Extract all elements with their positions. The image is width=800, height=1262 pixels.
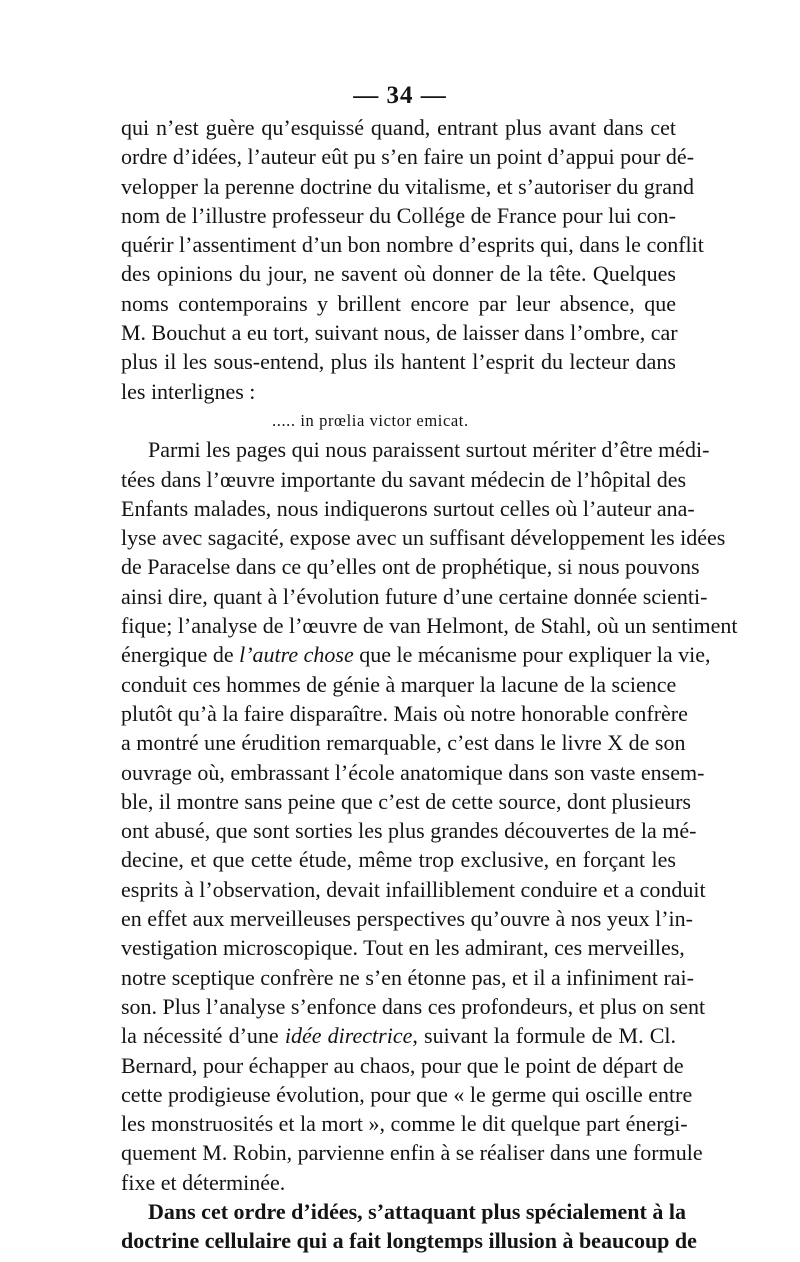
text-line — [121, 963, 694, 992]
text-line — [121, 1051, 684, 1080]
text-segment: a montré une érudition remarquable, c’est dans le livre X de son — [121, 730, 686, 756]
text-line — [121, 465, 687, 494]
text-line — [121, 1226, 697, 1255]
text-segment: vestigation microscopique. Tout en les admirant, ces merveilles, — [121, 935, 685, 961]
text-line — [121, 318, 676, 347]
text-line — [121, 289, 676, 318]
text-line — [121, 259, 676, 288]
text-line — [121, 494, 695, 523]
text-segment: nom de l’illustre professeur du Collége de France pour lui con- — [121, 202, 676, 228]
text-segment: plutôt qu’à la faire disparaître. Mais où notre honorable confrère — [121, 700, 688, 726]
text-line — [121, 640, 711, 669]
text-line — [121, 435, 710, 464]
text-segment: Bernard, pour échapper au chaos, pour que le point de départ de — [121, 1052, 684, 1078]
text-segment: lyse avec sagacité, expose avec un suffisant développement les idées — [121, 525, 726, 551]
text-segment: ble, il montre sans peine que c’est de cette source, dont plusieurs — [121, 788, 691, 814]
text-segment: esprits à l’observation, devait infailliblement conduire et a conduit — [121, 876, 706, 902]
text-line — [121, 845, 676, 874]
text-segment: ainsi dire, quant à l’évolution future d’une certaine donnée scienti- — [121, 583, 708, 609]
text-segment: doctrine cellulaire qui a fait longtemps illusion à beaucoup de — [121, 1228, 697, 1254]
text-segment: Dans cet ordre d’idées, s’attaquant plus spécialement à la — [148, 1198, 686, 1224]
text-line — [121, 933, 685, 962]
text-segment: fique; l’analyse de l’œuvre de van Helmont, de Stahl, où un sentiment — [121, 613, 738, 639]
emphasis-text: idée directrice — [284, 1023, 413, 1049]
text-segment: ouvrage où, embrassant l’école anatomique dans son vaste ensem- — [121, 759, 705, 785]
emphasis-text: l’autre chose — [239, 642, 354, 668]
body-text — [121, 113, 738, 1256]
text-segment: Parmi les pages qui nous paraissent surtout mériter d’être médi- — [148, 437, 710, 463]
text-line — [121, 1168, 676, 1197]
text-line — [121, 1080, 693, 1109]
text-segment: ordre d’idées, l’auteur eût pu s’en faire un point d’appui pour dé- — [121, 144, 695, 170]
text-line — [121, 142, 695, 171]
text-line — [121, 1138, 703, 1167]
text-line — [121, 670, 676, 699]
text-line — [121, 816, 697, 845]
text-line — [121, 699, 688, 728]
text-segment: ..... in prœlia victor emicat. — [272, 410, 469, 430]
text-line — [121, 172, 695, 201]
text-segment: notre sceptique confrère ne s’en étonne pas, et il a infiniment rai- — [121, 964, 694, 990]
text-line — [121, 377, 676, 406]
text-line — [121, 787, 691, 816]
text-segment: Enfants malades, nous indiquerons surtout celles où l’auteur ana- — [121, 495, 695, 521]
text-segment: en effet aux merveilleuses perspectives qu’ouvre à nos yeux l’in- — [121, 906, 693, 932]
text-line — [121, 523, 726, 552]
quotation-line — [121, 406, 676, 435]
text-segment: qui n’est guère qu’esquissé quand, entrant plus avant dans cet — [121, 115, 676, 140]
text-line — [121, 728, 686, 757]
text-line — [121, 1021, 676, 1050]
text-segment: fixe et déterminée. — [121, 1169, 286, 1195]
text-segment: velopper la perenne doctrine du vitalisme, et s’autoriser du grand — [121, 173, 695, 199]
text-segment: , suivant la formule de M. Cl. — [412, 1023, 677, 1049]
text-segment: les monstruosités et la mort », comme le dit quelque part énergi- — [121, 1111, 688, 1137]
text-segment: noms contemporains y brillent encore par leur absence, que — [121, 290, 676, 316]
text-segment: plus il les sous-entend, plus ils hantent l’esprit du lecteur dans — [121, 349, 676, 375]
text-segment: M. Bouchut a eu tort, suivant nous, de laisser dans l’ombre, car — [121, 320, 678, 346]
text-segment: son. Plus l’analyse s’enfonce dans ces profondeurs, et plus on sent — [121, 993, 706, 1019]
text-line — [121, 992, 706, 1021]
text-line — [121, 552, 700, 581]
text-segment: ont abusé, que sont sorties les plus grandes découvertes de la mé- — [121, 818, 697, 844]
text-segment: quement M. Robin, parvienne enfin à se réaliser dans une formule — [121, 1140, 703, 1166]
text-segment: les interlignes : — [121, 378, 256, 404]
text-line — [121, 758, 705, 787]
page-number: — 34 — — [353, 82, 447, 109]
text-line — [121, 1109, 688, 1138]
text-segment: la nécessité d’une — [121, 1023, 285, 1049]
text-line — [121, 582, 708, 611]
text-line — [121, 611, 738, 640]
text-line — [121, 347, 676, 376]
text-line — [121, 875, 706, 904]
text-segment: énergique de — [121, 642, 240, 668]
text-segment: cette prodigieuse évolution, pour que « le germe qui oscille entre — [121, 1081, 693, 1107]
text-line — [121, 113, 676, 142]
text-line — [121, 230, 704, 259]
text-line — [121, 904, 693, 933]
text-segment: de Paracelse dans ce qu’elles ont de prophétique, si nous pouvons — [121, 554, 700, 580]
text-segment: quérir l’assentiment d’un bon nombre d’esprits qui, dans le conflit — [121, 232, 704, 258]
text-line — [121, 201, 676, 230]
text-segment: tées dans l’œuvre importante du savant médecin de l’hôpital des — [121, 466, 687, 492]
text-segment: que le mécanisme pour expliquer la vie, — [353, 642, 711, 668]
text-segment: des opinions du jour, ne savent où donner de la tête. Quelques — [121, 261, 676, 287]
text-line — [121, 1197, 686, 1226]
text-segment: conduit ces hommes de génie à marquer la lacune de la science — [121, 671, 677, 697]
text-segment: decine, et que cette étude, même trop exclusive, en forçant les — [121, 847, 676, 873]
